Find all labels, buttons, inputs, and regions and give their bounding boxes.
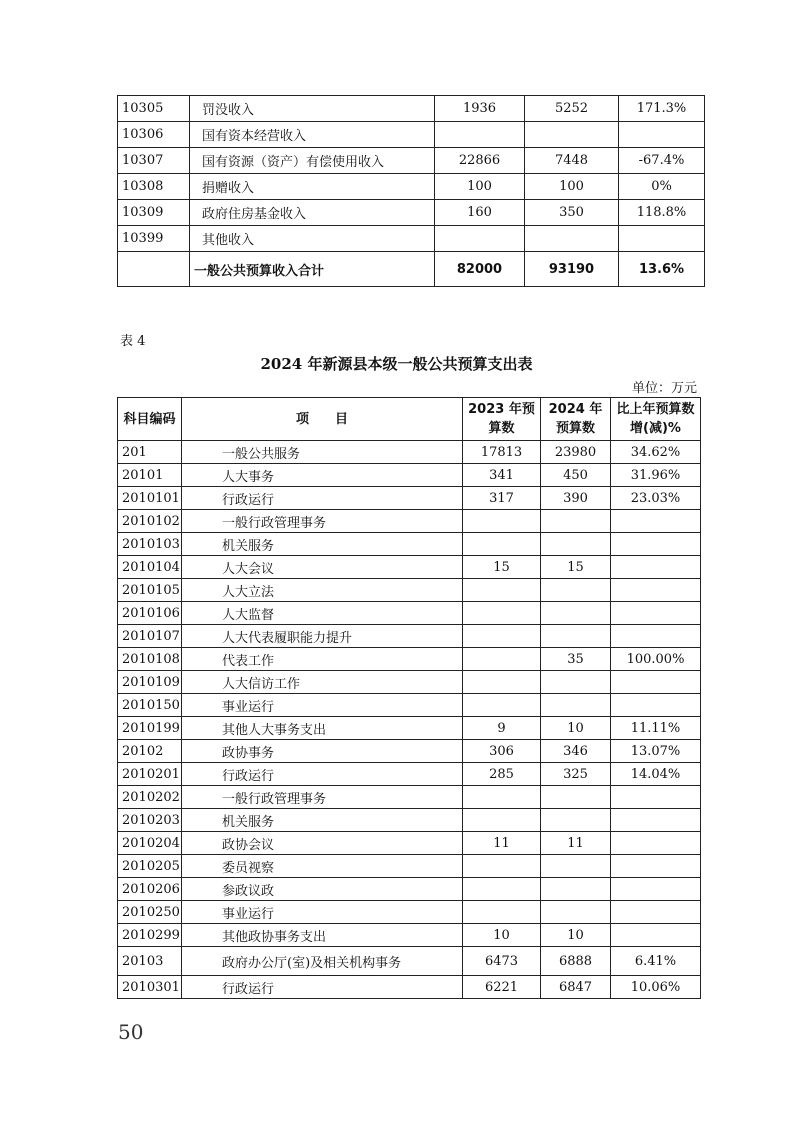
cell-value [541, 878, 611, 901]
cell-value: 82000 [435, 252, 525, 287]
cell-code: 2010199 [118, 717, 182, 740]
cell-value [611, 579, 701, 602]
cell-value [619, 226, 705, 252]
table-row [118, 200, 705, 226]
cell-value: 93190 [525, 252, 619, 287]
table-row [118, 901, 701, 924]
cell-item: 事业运行 [182, 694, 463, 717]
table-row [118, 671, 701, 694]
table-row [118, 533, 701, 556]
cell-value [541, 855, 611, 878]
table-row [118, 625, 701, 648]
cell-value [611, 901, 701, 924]
cell-value [463, 901, 541, 924]
cell-value [463, 878, 541, 901]
cell-code: 2010201 [118, 763, 182, 786]
table-row [118, 579, 701, 602]
cell-code: 2010205 [118, 855, 182, 878]
cell-item: 其他人大事务支出 [182, 717, 463, 740]
cell-value [619, 122, 705, 148]
cell-value [541, 533, 611, 556]
table-row [118, 252, 705, 287]
cell-item: 人大事务 [182, 464, 463, 487]
cell-value: 325 [541, 763, 611, 786]
table-row [118, 740, 701, 763]
cell-code: 20103 [118, 947, 182, 976]
cell-value: 17813 [463, 441, 541, 464]
cell-code: 2010202 [118, 786, 182, 809]
cell-value [541, 602, 611, 625]
cell-value: 118.8% [619, 200, 705, 226]
cell-value: 15 [463, 556, 541, 579]
cell-code: 10307 [118, 148, 190, 174]
table-row [118, 924, 701, 947]
cell-item: 国有资源（资产）有偿使用收入 [190, 148, 435, 174]
cell-code: 2010250 [118, 901, 182, 924]
cell-value [463, 786, 541, 809]
cell-code: 2010106 [118, 602, 182, 625]
cell-item: 一般行政管理事务 [182, 510, 463, 533]
cell-value [541, 579, 611, 602]
cell-value: 100 [525, 174, 619, 200]
page-number: 50 [118, 1020, 144, 1044]
table-row [118, 763, 701, 786]
cell-value: 6888 [541, 947, 611, 976]
cell-item: 参政议政 [182, 878, 463, 901]
cell-value: 6221 [463, 976, 541, 999]
table-title: 2024 年新源县本级一般公共预算支出表 [260, 355, 533, 373]
header-2024: 2024 年预算数 [541, 398, 611, 441]
cell-value [541, 901, 611, 924]
table-row [118, 878, 701, 901]
cell-value [463, 625, 541, 648]
cell-item: 人大会议 [182, 556, 463, 579]
cell-value: 1936 [435, 96, 525, 122]
cell-item: 其他政协事务支出 [182, 924, 463, 947]
cell-value: 23980 [541, 441, 611, 464]
table-row [118, 464, 701, 487]
cell-value: 31.96% [611, 464, 701, 487]
cell-code: 2010203 [118, 809, 182, 832]
table-row [118, 441, 701, 464]
cell-code: 10399 [118, 226, 190, 252]
table-row [118, 717, 701, 740]
table-row [118, 122, 705, 148]
cell-value: 15 [541, 556, 611, 579]
table-row [118, 694, 701, 717]
cell-value [541, 510, 611, 533]
cell-value: 10 [463, 924, 541, 947]
table-row [118, 226, 705, 252]
cell-value [541, 786, 611, 809]
header-2023: 2023 年预算数 [463, 398, 541, 441]
cell-item: 人大立法 [182, 579, 463, 602]
header-change: 比上年预算数增(减)% [611, 398, 701, 441]
cell-code: 2010109 [118, 671, 182, 694]
cell-value [463, 809, 541, 832]
table-row [118, 96, 705, 122]
table-row [118, 148, 705, 174]
cell-code: 2010301 [118, 976, 182, 999]
table-row [118, 556, 701, 579]
cell-value [611, 809, 701, 832]
cell-value [541, 694, 611, 717]
cell-value [611, 602, 701, 625]
cell-code [118, 252, 190, 287]
cell-value: 6.41% [611, 947, 701, 976]
cell-code: 2010299 [118, 924, 182, 947]
cell-value: 23.03% [611, 487, 701, 510]
cell-value [541, 809, 611, 832]
cell-value: 34.62% [611, 441, 701, 464]
cell-code: 2010105 [118, 579, 182, 602]
cell-code: 2010101 [118, 487, 182, 510]
cell-value: 14.04% [611, 763, 701, 786]
cell-value [525, 226, 619, 252]
cell-item: 委员视察 [182, 855, 463, 878]
cell-code: 2010204 [118, 832, 182, 855]
cell-value [463, 533, 541, 556]
cell-value [541, 671, 611, 694]
expenditure-table [117, 397, 701, 999]
cell-item: 政府住房基金收入 [190, 200, 435, 226]
cell-value [611, 556, 701, 579]
cell-item: 人大监督 [182, 602, 463, 625]
revenue-table-continued [117, 95, 705, 287]
cell-value [463, 510, 541, 533]
cell-value: 341 [463, 464, 541, 487]
cell-item: 事业运行 [182, 901, 463, 924]
cell-item: 一般行政管理事务 [182, 786, 463, 809]
cell-value: 0% [619, 174, 705, 200]
cell-value: 9 [463, 717, 541, 740]
cell-value: 7448 [525, 148, 619, 174]
cell-item: 政协事务 [182, 740, 463, 763]
cell-item: 机关服务 [182, 533, 463, 556]
cell-item: 政协会议 [182, 832, 463, 855]
cell-value [463, 602, 541, 625]
cell-item: 机关服务 [182, 809, 463, 832]
table-number: 表 4 [120, 334, 146, 349]
cell-value: 13.6% [619, 252, 705, 287]
unit-label: 单位：万元 [631, 381, 697, 396]
table-header-row [118, 398, 701, 441]
cell-value [611, 832, 701, 855]
table-row [118, 855, 701, 878]
cell-value: 10 [541, 717, 611, 740]
cell-value [611, 786, 701, 809]
cell-value: 22866 [435, 148, 525, 174]
cell-code: 10306 [118, 122, 190, 148]
cell-value: 11 [463, 832, 541, 855]
cell-value [611, 533, 701, 556]
cell-item: 一般公共预算收入合计 [190, 252, 435, 287]
cell-value [611, 625, 701, 648]
cell-item: 代表工作 [182, 648, 463, 671]
cell-value [611, 510, 701, 533]
cell-value: 306 [463, 740, 541, 763]
cell-value [611, 924, 701, 947]
table-row [118, 976, 701, 999]
table-row [118, 809, 701, 832]
cell-value: 350 [525, 200, 619, 226]
cell-value: 6473 [463, 947, 541, 976]
cell-code: 2010107 [118, 625, 182, 648]
cell-item: 捐赠收入 [190, 174, 435, 200]
table-row [118, 947, 701, 976]
cell-value: 171.3% [619, 96, 705, 122]
cell-item: 罚没收入 [190, 96, 435, 122]
cell-value [525, 122, 619, 148]
cell-value: 10.06% [611, 976, 701, 999]
cell-value [463, 855, 541, 878]
cell-value [463, 671, 541, 694]
cell-value [435, 226, 525, 252]
cell-code: 2010104 [118, 556, 182, 579]
cell-item: 行政运行 [182, 976, 463, 999]
cell-item: 行政运行 [182, 763, 463, 786]
cell-code: 201 [118, 441, 182, 464]
cell-value: 11.11% [611, 717, 701, 740]
cell-code: 2010108 [118, 648, 182, 671]
cell-value: 285 [463, 763, 541, 786]
header-code: 科目编码 [118, 398, 182, 441]
cell-value: 35 [541, 648, 611, 671]
cell-code: 20101 [118, 464, 182, 487]
cell-value: 317 [463, 487, 541, 510]
cell-code: 2010206 [118, 878, 182, 901]
cell-value [463, 579, 541, 602]
cell-value: 390 [541, 487, 611, 510]
cell-item: 其他收入 [190, 226, 435, 252]
cell-value [463, 694, 541, 717]
table-row [118, 832, 701, 855]
cell-value: 160 [435, 200, 525, 226]
cell-code: 20102 [118, 740, 182, 763]
cell-value [611, 878, 701, 901]
cell-value: 5252 [525, 96, 619, 122]
cell-value [611, 671, 701, 694]
cell-code: 2010150 [118, 694, 182, 717]
cell-item: 人大代表履职能力提升 [182, 625, 463, 648]
cell-code: 2010102 [118, 510, 182, 533]
cell-code: 2010103 [118, 533, 182, 556]
cell-value [611, 694, 701, 717]
table-row [118, 648, 701, 671]
cell-item: 政府办公厅(室)及相关机构事务 [182, 947, 463, 976]
cell-code: 10309 [118, 200, 190, 226]
cell-value: 100.00% [611, 648, 701, 671]
cell-item: 一般公共服务 [182, 441, 463, 464]
cell-item: 行政运行 [182, 487, 463, 510]
table-row [118, 602, 701, 625]
cell-code: 10305 [118, 96, 190, 122]
header-item: 项 目 [182, 398, 463, 441]
table-row [118, 487, 701, 510]
table-row [118, 174, 705, 200]
table-row [118, 510, 701, 533]
cell-value: 13.07% [611, 740, 701, 763]
cell-value: 11 [541, 832, 611, 855]
cell-value: 10 [541, 924, 611, 947]
cell-value [541, 625, 611, 648]
cell-value: 346 [541, 740, 611, 763]
cell-value: -67.4% [619, 148, 705, 174]
cell-value: 6847 [541, 976, 611, 999]
cell-value [463, 648, 541, 671]
table-row [118, 786, 701, 809]
cell-value: 450 [541, 464, 611, 487]
cell-value: 100 [435, 174, 525, 200]
cell-item: 人大信访工作 [182, 671, 463, 694]
cell-item: 国有资本经营收入 [190, 122, 435, 148]
cell-code: 10308 [118, 174, 190, 200]
cell-value [611, 855, 701, 878]
cell-value [435, 122, 525, 148]
